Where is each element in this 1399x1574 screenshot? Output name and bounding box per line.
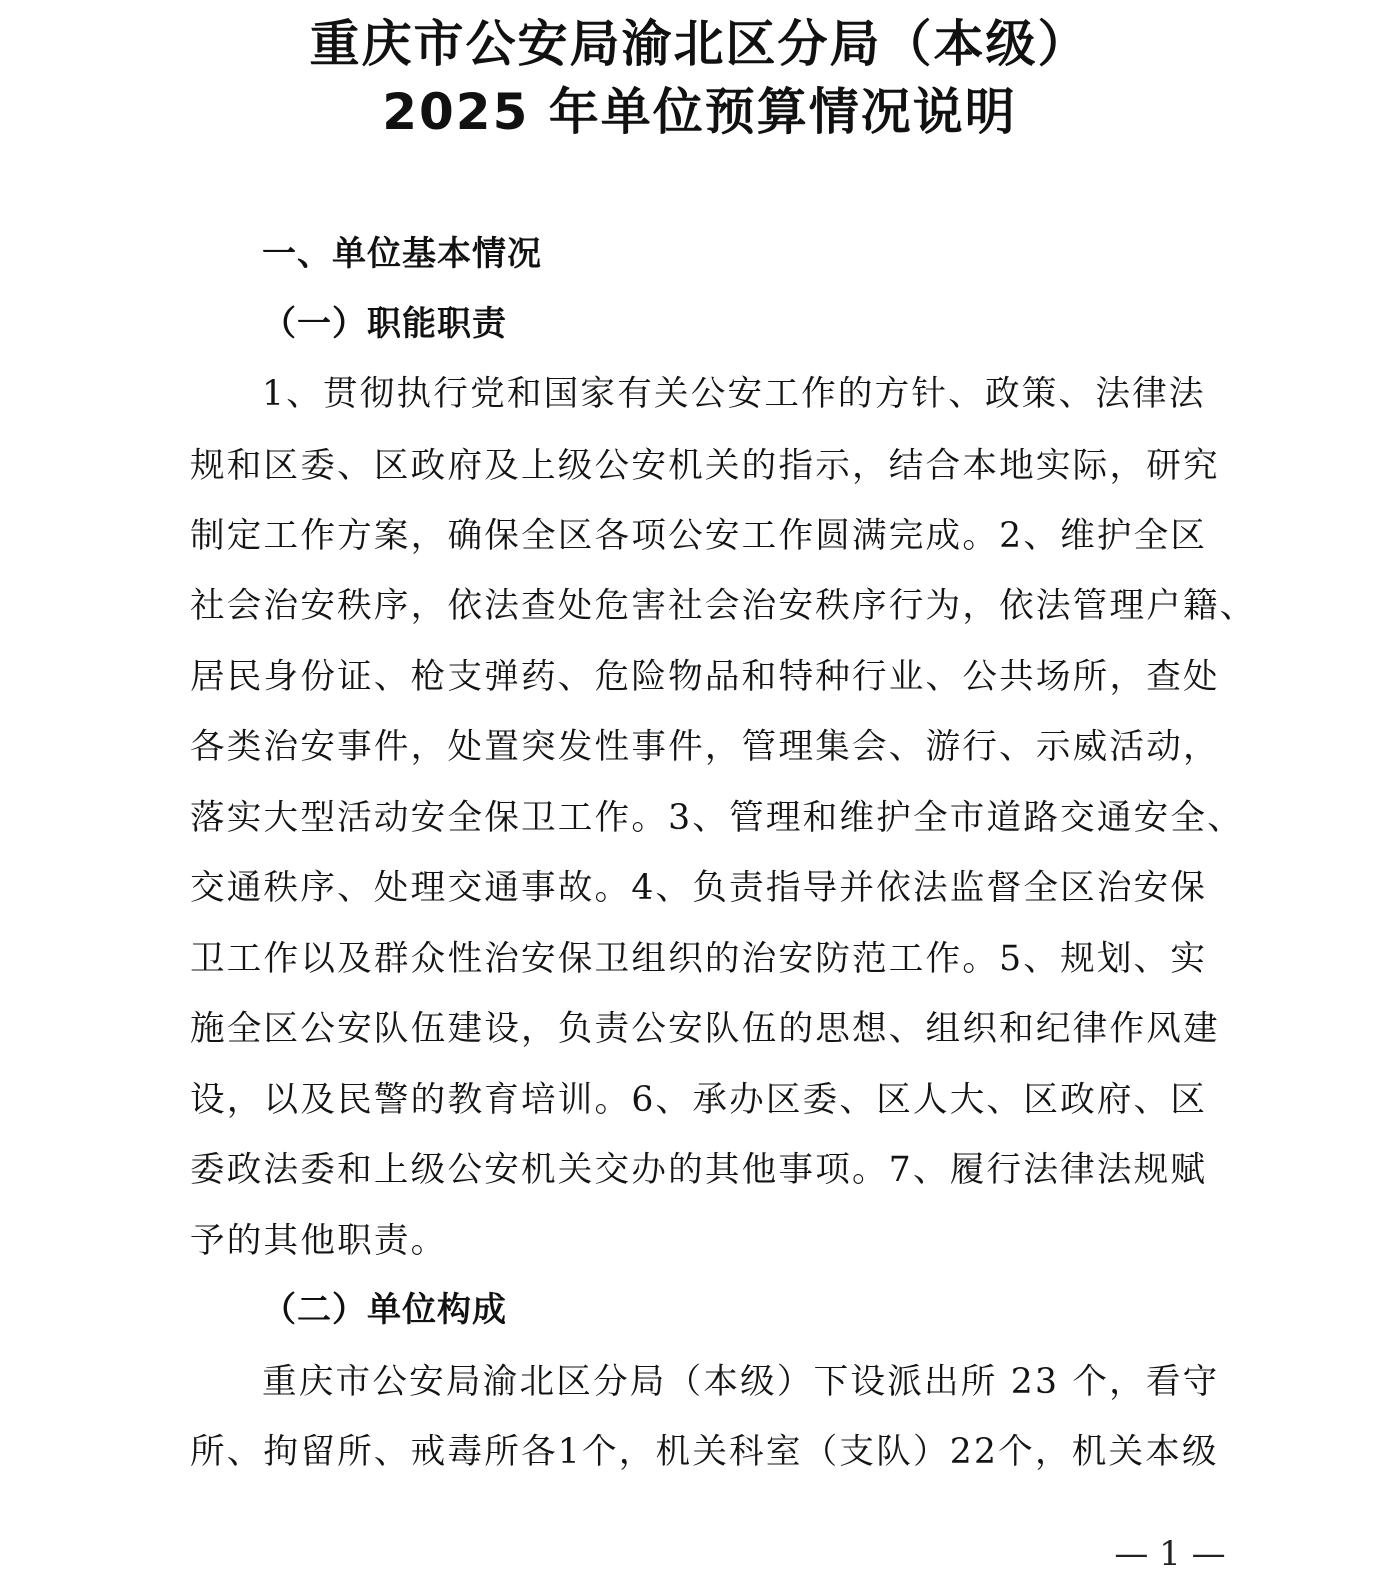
- document-title-line-1: 重庆市公安局渝北区分局（本级）: [309, 15, 1090, 73]
- paragraph-line: 制定工作方案，确保全区各项公安工作圆满完成。2、维护全区: [190, 516, 1208, 556]
- section-heading-basic-info: 一、单位基本情况: [262, 234, 542, 274]
- paragraph-line: 卫工作以及群众性治安保卫组织的治安防范工作。5、规划、实: [190, 939, 1208, 979]
- paragraph-line: 社会治安秩序，依法查处危害社会治安秩序行为，依法管理户籍、: [190, 586, 1257, 626]
- paragraph-line: 重庆市公安局渝北区分局（本级）下设派出所 23 个，看守: [262, 1362, 1220, 1402]
- paragraph-line: 所、拘留所、戒毒所各1个，机关科室（支队）22个，机关本级: [190, 1432, 1219, 1472]
- paragraph-line: 施全区公安队伍建设，负责公安队伍的思想、组织和纪律作风建: [190, 1009, 1220, 1049]
- page-number: — 1 —: [1114, 1534, 1226, 1574]
- paragraph-line: 各类治安事件，处置突发性事件，管理集会、游行、示威活动，: [190, 727, 1220, 767]
- subsection-heading-functions: （一）职能职责: [262, 304, 507, 344]
- paragraph-line: 设，以及民警的教育培训。6、承办区委、区人大、区政府、区: [190, 1080, 1208, 1120]
- document-title-line-2: 2025 年单位预算情况说明: [382, 83, 1017, 141]
- paragraph-line: 落实大型活动安全保卫工作。3、管理和维护全市道路交通安全、: [190, 798, 1244, 838]
- paragraph-line: 居民身份证、枪支弹药、危险物品和特种行业、公共场所，查处: [190, 657, 1220, 697]
- paragraph-line: 规和区委、区政府及上级公安机关的指示，结合本地实际，研究: [190, 446, 1220, 486]
- paragraph-line: 交通秩序、处理交通事故。4、负责指导并依法监督全区治安保: [190, 868, 1208, 908]
- paragraph-line: 予的其他职责。: [190, 1221, 448, 1261]
- subsection-heading-composition: （二）单位构成: [262, 1290, 507, 1330]
- paragraph-line: 1、贯彻执行党和国家有关公安工作的方针、政策、法律法: [262, 374, 1206, 414]
- paragraph-line: 委政法委和上级公安机关交办的其他事项。7、履行法律法规赋: [190, 1150, 1208, 1190]
